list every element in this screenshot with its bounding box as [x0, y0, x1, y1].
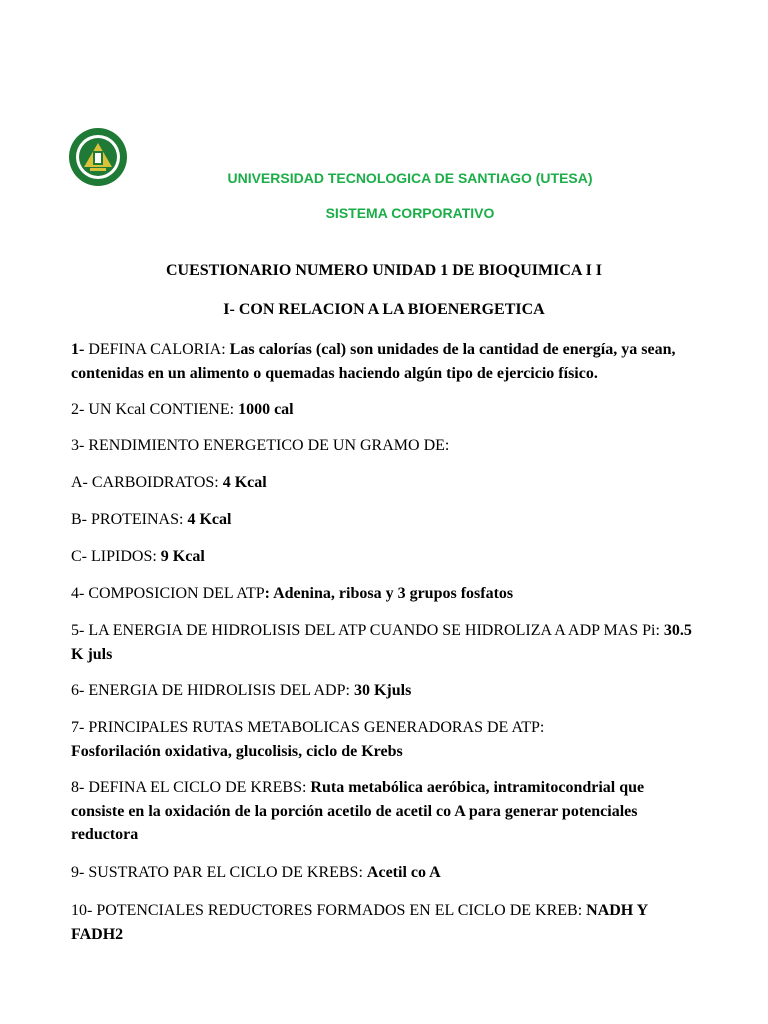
answer-text: 1000 cal	[238, 401, 294, 418]
question-3a	[71, 471, 711, 495]
question-text: 10- POTENCIALES REDUCTORES FORMADOS EN EL CICLO DE KREB:	[71, 902, 587, 919]
question-7	[71, 716, 711, 763]
question-4	[71, 582, 711, 606]
answer-text: Fosforilación oxidativa, glucolisis, ciclo de Krebs	[71, 742, 403, 760]
question-10	[71, 899, 701, 946]
question-text: DEFINA CALORIA:	[84, 341, 230, 358]
question-text: 6- ENERGIA DE HIDROLISIS DEL ADP:	[71, 682, 354, 699]
question-2	[71, 398, 711, 422]
question-text: 5- LA ENERGIA DE HIDROLISIS DEL ATP CUANDO SE HIDROLIZA A ADP MAS Pi:	[71, 622, 664, 639]
question-text: 7- PRINCIPALES RUTAS METABOLICAS GENERADORAS DE ATP:	[71, 719, 545, 736]
answer-text: Las calorías (cal) son unidades de la cantidad de energía, ya sean, contenidas en un alimento o quemadas haciendo algún tipo de ejercicio físico.	[71, 341, 676, 382]
answer-text: 30.5 K juls	[71, 622, 692, 663]
answer-text: NADH Y FADH2	[71, 902, 648, 943]
question-9	[71, 861, 711, 885]
answer-text: Acetil co A	[366, 864, 441, 881]
system-name: SISTEMA CORPORATIVO	[325, 205, 495, 221]
answer-text: 30 Kjuls	[353, 682, 412, 699]
question-number: 1-	[71, 341, 85, 358]
answer-text: 4 Kcal	[187, 511, 232, 528]
question-text: 3- RENDIMIENTO ENERGETICO DE UN GRAMO DE:	[71, 437, 450, 454]
question-3c	[71, 545, 711, 569]
question-3	[71, 434, 711, 458]
question-text: 8- DEFINA EL CICLO DE KREBS:	[71, 779, 311, 796]
answer-text: 4 Kcal	[222, 474, 267, 491]
question-text: 4- COMPOSICION DEL ATP	[71, 585, 265, 602]
section-title: I- CON RELACION A LA BIOENERGETICA	[223, 301, 545, 318]
question-text: B- PROTEINAS:	[71, 511, 188, 528]
question-text: A- CARBOIDRATOS:	[71, 474, 223, 491]
question-text: C- LIPIDOS:	[71, 548, 161, 565]
question-1	[71, 338, 711, 385]
document-title: CUESTIONARIO NUMERO UNIDAD 1 DE BIOQUIMICA I I	[165, 262, 603, 279]
question-6	[71, 679, 711, 703]
question-3b	[71, 508, 711, 532]
university-name: UNIVERSIDAD TECNOLOGICA DE SANTIAGO (UTESA)	[227, 170, 593, 186]
question-8	[71, 776, 681, 847]
question-5	[71, 619, 696, 666]
answer-text: : Adenina, ribosa y 3 grupos fosfatos	[264, 585, 514, 602]
question-text: 2- UN Kcal CONTIENE:	[71, 401, 239, 418]
answer-text: Ruta metabólica aeróbica, intramitocondrial que consiste en la oxidación de la porción acetilo de acetil co A para generar potenciales reductora	[71, 779, 645, 843]
answer-text: 9 Kcal	[160, 548, 205, 565]
question-text: 9- SUSTRATO PAR EL CICLO DE KREBS:	[71, 864, 367, 881]
